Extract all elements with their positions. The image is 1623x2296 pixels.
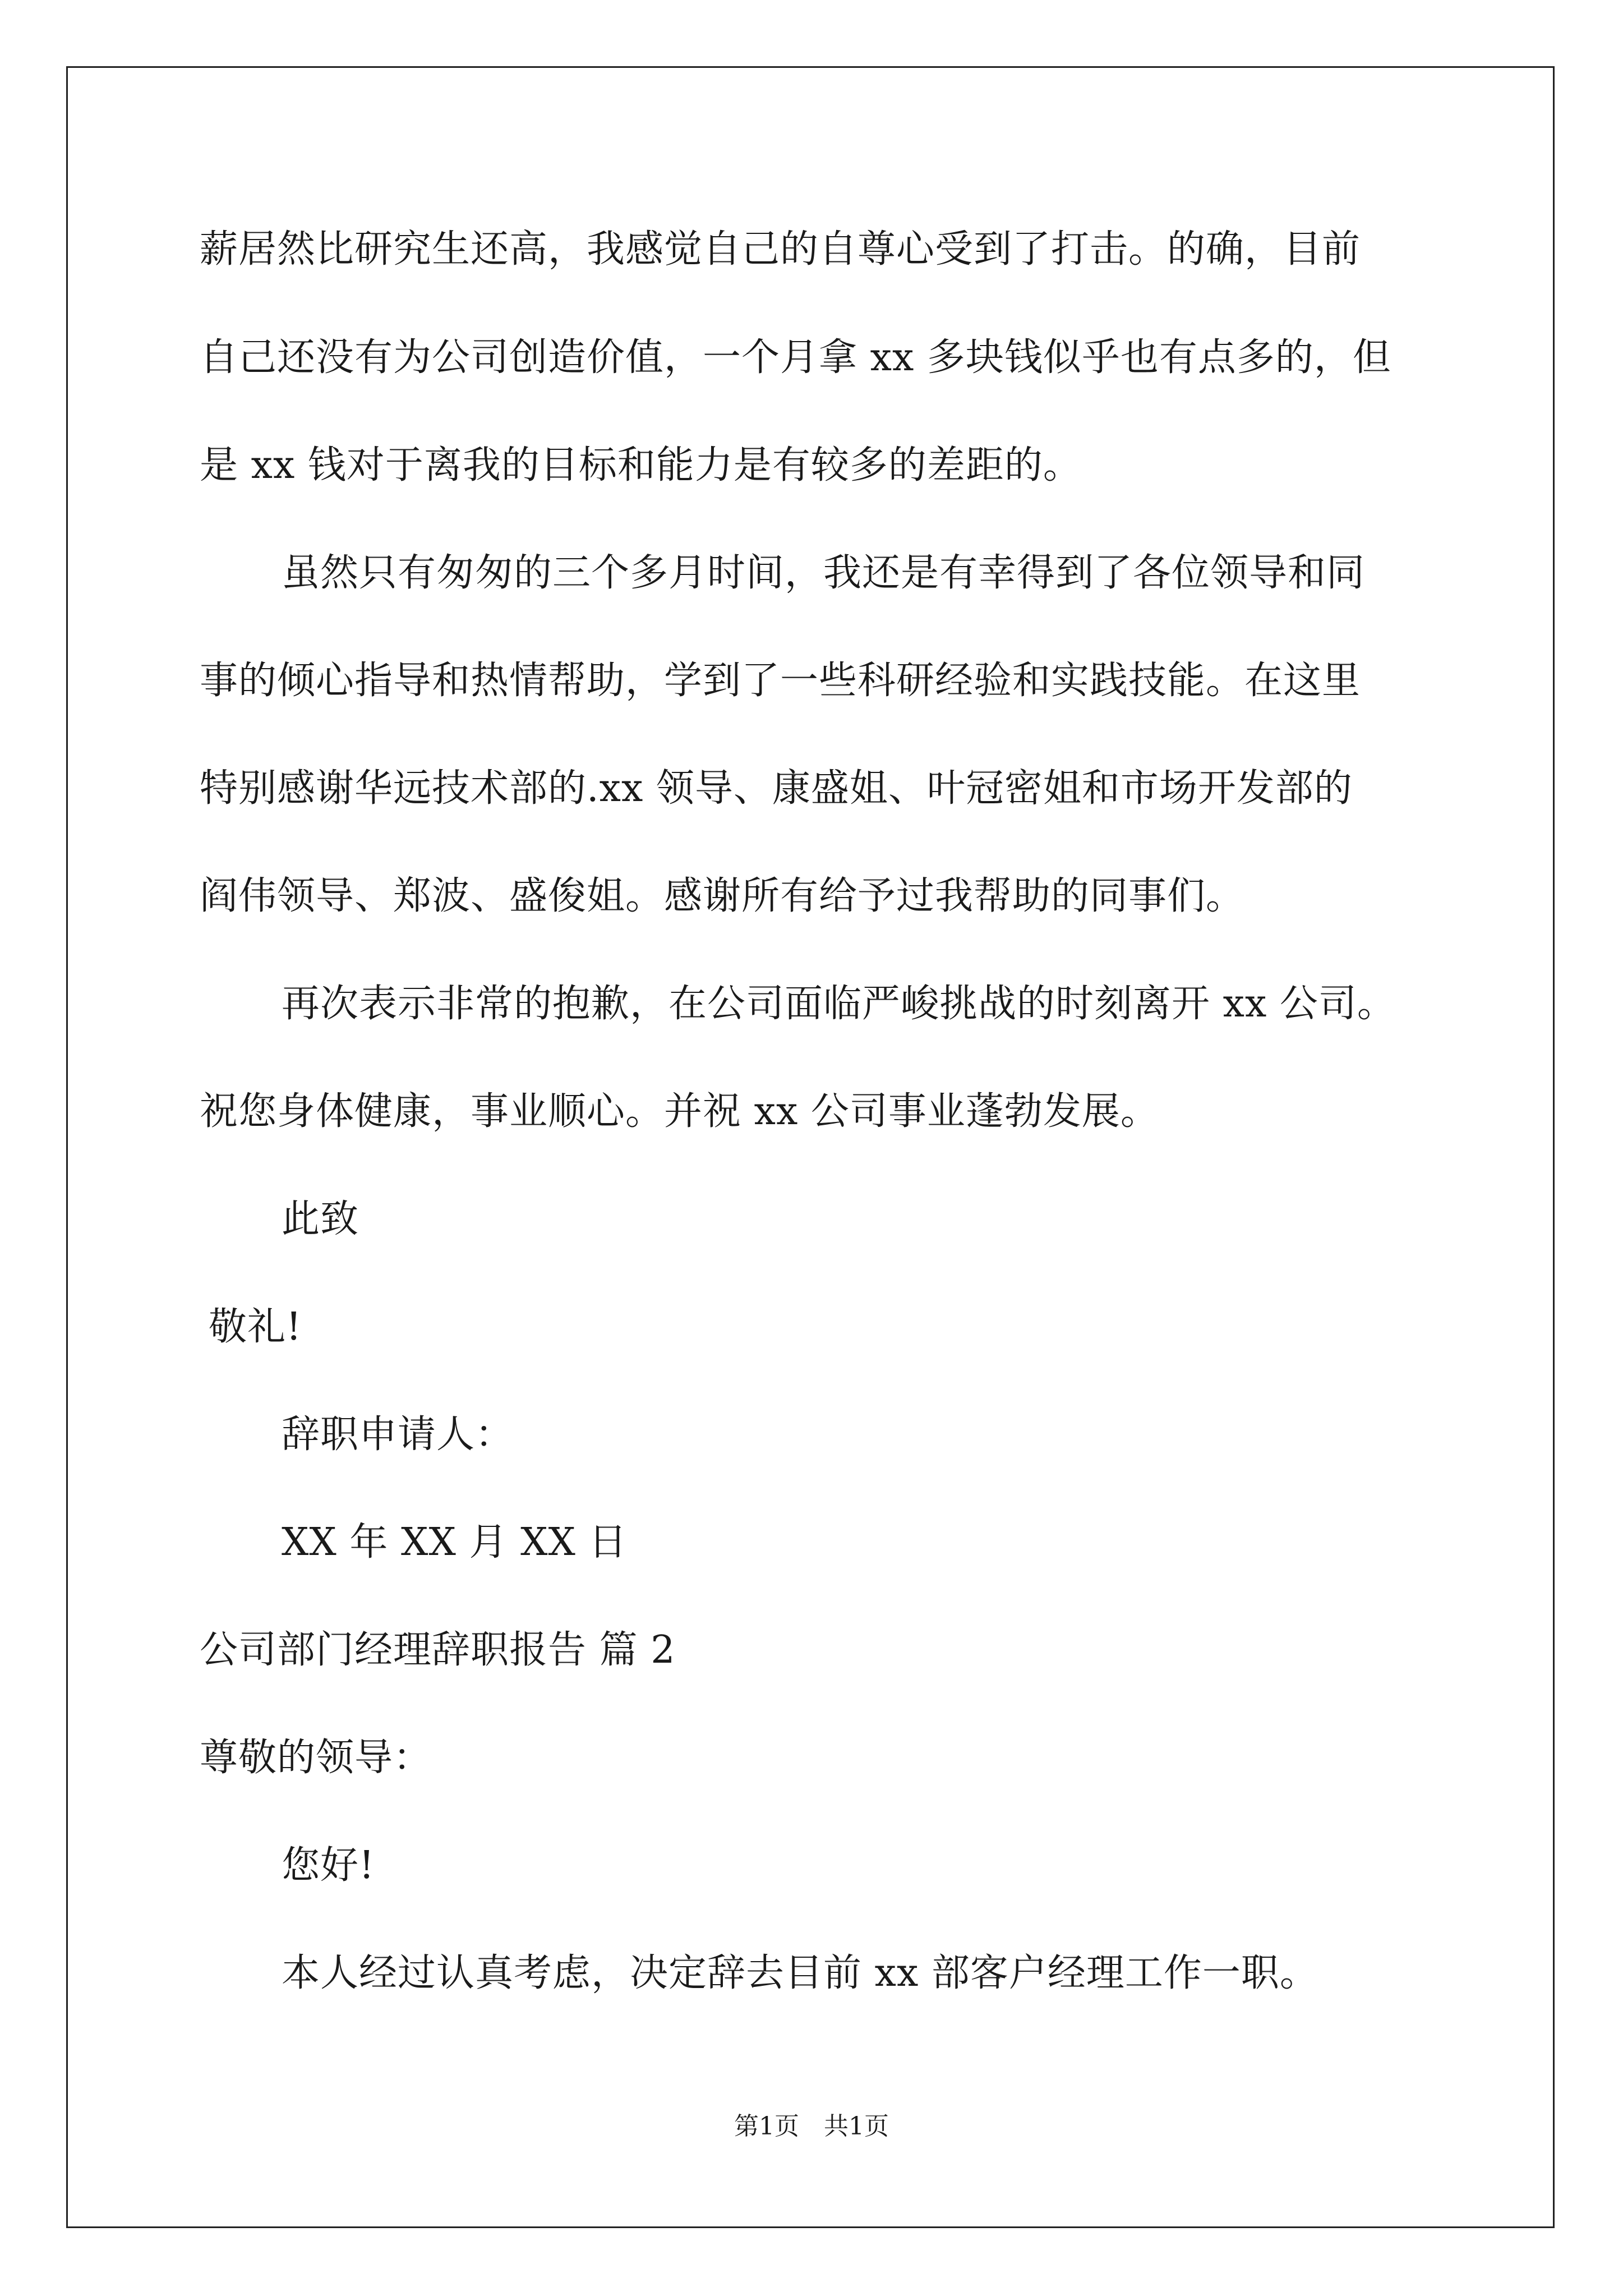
body-line-5: 事的倾心指导和热情帮助，学到了一些科研经验和实践技能。在这里 [200, 659, 1361, 703]
body-line-8: 再次表示非常的抱歉，在公司面临严峻挑战的时刻离开 xx 公司。 [282, 982, 1396, 1026]
body-line-10: 本人经过认真考虑，决定辞去目前 xx 部客户经理工作一职。 [282, 1951, 1318, 1995]
date-line: XX 年 XX 月 XX 日 [282, 1520, 628, 1565]
body-line-9: 祝您身体健康，事业顺心。并祝 xx 公司事业蓬勃发展。 [200, 1089, 1159, 1134]
signature-label: 辞职申请人： [282, 1412, 514, 1457]
closing-regards: 敬礼! [209, 1305, 302, 1349]
page-footer: 第1页 共1页 [734, 2112, 889, 2141]
body-line-2: 自己还没有为公司创造价值，一个月拿 xx 多块钱似乎也有点多的，但 [200, 335, 1391, 380]
section-heading: 公司部门经理辞职报告 篇 2 [200, 1628, 676, 1672]
body-line-4: 虽然只有匆匆的三个多月时间，我还是有幸得到了各位领导和同 [282, 551, 1366, 595]
greeting: 您好! [282, 1843, 375, 1888]
body-line-1: 薪居然比研究生还高，我感觉自己的自尊心受到了打击。的确，目前 [200, 227, 1361, 272]
page-border [66, 66, 1555, 2228]
body-line-7: 阎伟领导、郑波、盛俊姐。感谢所有给予过我帮助的同事们。 [200, 874, 1245, 918]
closing-salutation: 此致 [282, 1197, 359, 1241]
body-line-3: 是 xx 钱对于离我的目标和能力是有较多的差距的。 [200, 443, 1082, 487]
recipient-salutation: 尊敬的领导： [200, 1736, 432, 1780]
body-line-6: 特别感谢华远技术部的.xx 领导、康盛姐、叶冠密姐和市场开发部的 [200, 766, 1353, 811]
